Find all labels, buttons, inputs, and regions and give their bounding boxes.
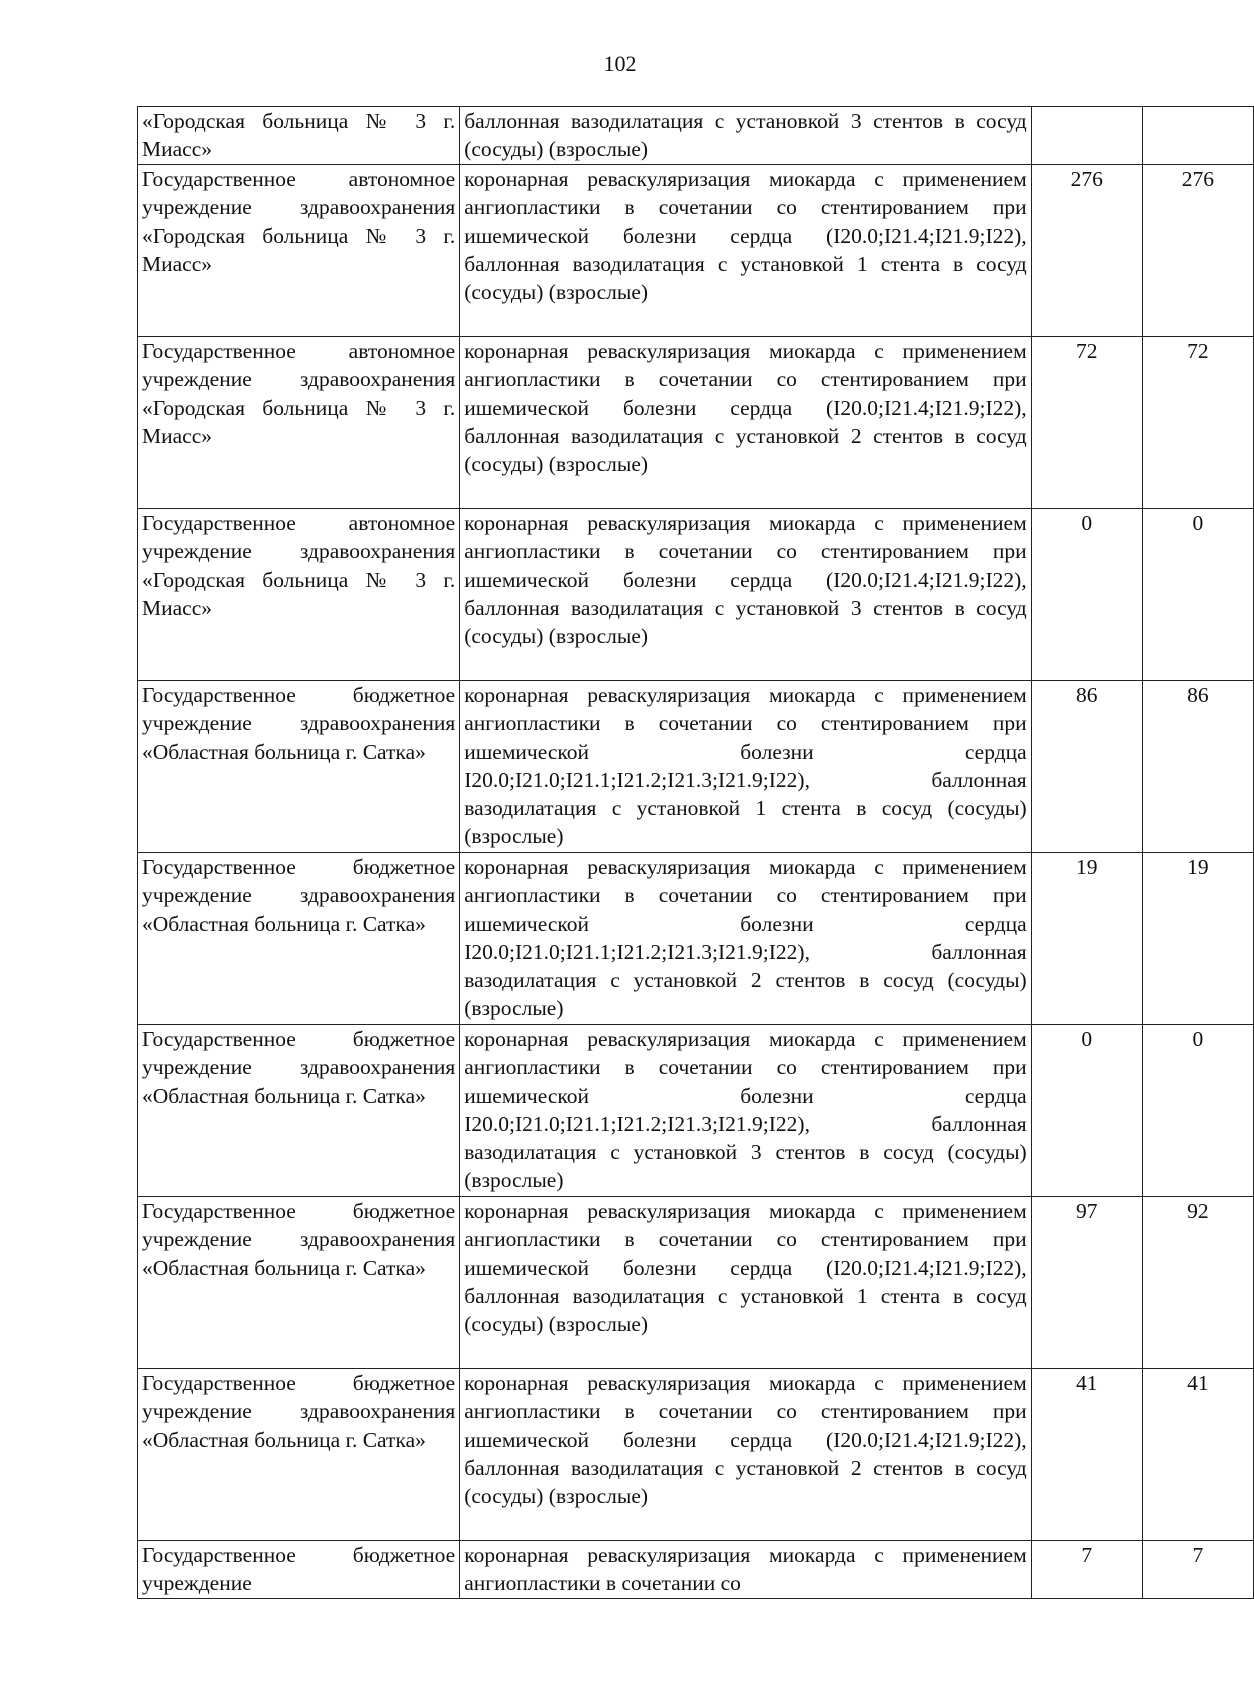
value-cell-actual: 19 — [1142, 853, 1253, 1025]
organization-cell: Государственное бюджетное учреждение здравоохранения «Областная больница г. Сатка» — [138, 1197, 460, 1369]
organization-cell: Государственное бюджетное учреждение здравоохранения «Областная больница г. Сатка» — [138, 853, 460, 1025]
description-cell: коронарная реваскуляризация миокарда с применением ангиопластики в сочетании со стентированием при ишемической болезни сердца I20.0;I21.0;I21.1;I21.2;I21.3;I21.9;I22), баллонная вазодилатация с установкой 1 стента в сосуд (сосуды) (взрослые) — [460, 681, 1031, 853]
value-cell-actual: 92 — [1142, 1197, 1253, 1369]
organization-cell: Государственное бюджетное учреждение здравоохранения «Областная больница г. Сатка» — [138, 681, 460, 853]
value-cell-planned: 19 — [1031, 853, 1142, 1025]
description-cell: коронарная реваскуляризация миокарда с применением ангиопластики в сочетании со стентированием при ишемической болезни сердца (I20.0;I21.4;I21.9;I22), баллонная вазодилатация с установкой 1 стента в сосуд (сосуды) (взрослые) — [460, 165, 1031, 337]
description-cell: коронарная реваскуляризация миокарда с применением ангиопластики в сочетании со стентированием при ишемической болезни сердца I20.0;I21.0;I21.1;I21.2;I21.3;I21.9;I22), баллонная вазодилатация с установкой 2 стентов в сосуд (сосуды) (взрослые) — [460, 853, 1031, 1025]
table-row — [138, 1025, 1254, 1197]
description-cell: коронарная реваскуляризация миокарда с применением ангиопластики в сочетании со стентированием при ишемической болезни сердца (I20.0;I21.4;I21.9;I22), баллонная вазодилатация с установкой 2 стентов в сосуд (сосуды) (взрослые) — [460, 337, 1031, 509]
value-cell-planned: 276 — [1031, 165, 1142, 337]
value-cell-actual: 72 — [1142, 337, 1253, 509]
organization-cell: «Городская больница № 3 г. Миасс» — [138, 107, 460, 165]
table-row — [138, 509, 1254, 681]
value-cell-planned: 97 — [1031, 1197, 1142, 1369]
table-row — [138, 1541, 1254, 1599]
organization-cell: Государственное автономное учреждение здравоохранения «Городская больница № 3 г. Миасс» — [138, 165, 460, 337]
organization-cell: Государственное бюджетное учреждение здравоохранения «Областная больница г. Сатка» — [138, 1369, 460, 1541]
table-row — [138, 165, 1254, 337]
value-cell-actual: 0 — [1142, 1025, 1253, 1197]
description-cell: коронарная реваскуляризация миокарда с применением ангиопластики в сочетании со стентированием при ишемической болезни сердца (I20.0;I21.4;I21.9;I22), баллонная вазодилатация с установкой 3 стентов в сосуд (сосуды) (взрослые) — [460, 509, 1031, 681]
organization-cell: Государственное бюджетное учреждение здравоохранения «Областная больница г. Сатка» — [138, 1025, 460, 1197]
value-cell-actual — [1142, 107, 1253, 165]
description-cell: коронарная реваскуляризация миокарда с применением ангиопластики в сочетании со — [460, 1541, 1031, 1599]
table-row — [138, 1197, 1254, 1369]
description-cell: баллонная вазодилатация с установкой 3 стентов в сосуд (сосуды) (взрослые) — [460, 107, 1031, 165]
value-cell-planned: 41 — [1031, 1369, 1142, 1541]
value-cell-planned: 86 — [1031, 681, 1142, 853]
description-cell: коронарная реваскуляризация миокарда с применением ангиопластики в сочетании со стентированием при ишемической болезни сердца I20.0;I21.0;I21.1;I21.2;I21.3;I21.9;I22), баллонная вазодилатация с установкой 3 стентов в сосуд (сосуды) (взрослые) — [460, 1025, 1031, 1197]
table-row — [138, 853, 1254, 1025]
table-row — [138, 107, 1254, 165]
value-cell-actual: 41 — [1142, 1369, 1253, 1541]
value-cell-planned — [1031, 107, 1142, 165]
table-row — [138, 681, 1254, 853]
description-cell: коронарная реваскуляризация миокарда с применением ангиопластики в сочетании со стентированием при ишемической болезни сердца (I20.0;I21.4;I21.9;I22), баллонная вазодилатация с установкой 2 стентов в сосуд (сосуды) (взрослые) — [460, 1369, 1031, 1541]
table-row — [138, 1369, 1254, 1541]
data-table — [137, 106, 1254, 1599]
value-cell-planned: 0 — [1031, 1025, 1142, 1197]
value-cell-actual: 0 — [1142, 509, 1253, 681]
description-cell: коронарная реваскуляризация миокарда с применением ангиопластики в сочетании со стентированием при ишемической болезни сердца (I20.0;I21.4;I21.9;I22), баллонная вазодилатация с установкой 1 стента в сосуд (сосуды) (взрослые) — [460, 1197, 1031, 1369]
value-cell-actual: 276 — [1142, 165, 1253, 337]
organization-cell: Государственное автономное учреждение здравоохранения «Городская больница № 3 г. Миасс» — [138, 509, 460, 681]
organization-cell: Государственное автономное учреждение здравоохранения «Городская больница № 3 г. Миасс» — [138, 337, 460, 509]
value-cell-planned: 72 — [1031, 337, 1142, 509]
page-number: 102 — [603, 51, 637, 76]
value-cell-planned: 0 — [1031, 509, 1142, 681]
value-cell-actual: 7 — [1142, 1541, 1253, 1599]
value-cell-actual: 86 — [1142, 681, 1253, 853]
value-cell-planned: 7 — [1031, 1541, 1142, 1599]
table-row — [138, 337, 1254, 509]
organization-cell: Государственное бюджетное учреждение — [138, 1541, 460, 1599]
